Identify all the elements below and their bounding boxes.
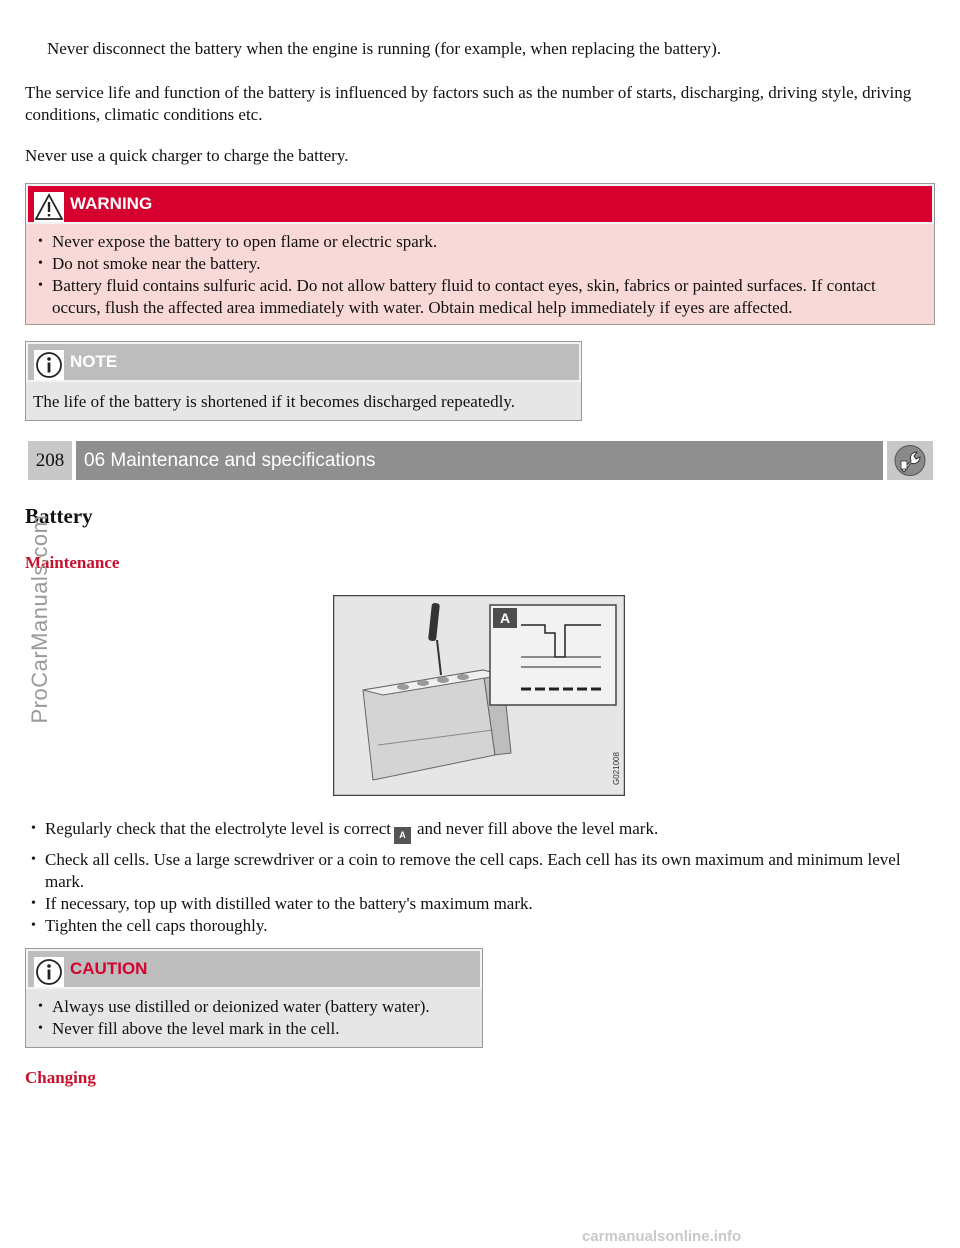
maintenance-item: • Regularly check that the electrolyte level is correct A and never fill above the level mark. <box>25 818 925 844</box>
battery-illustration <box>333 595 625 796</box>
warning-list <box>32 231 928 319</box>
warning-header <box>26 184 934 224</box>
caution-item: • Always use distilled or deionized water (battery water). <box>32 996 478 1018</box>
section-subtitle: Maintenance <box>25 553 120 572</box>
footer-watermark: carmanualsonline.info <box>582 1228 742 1245</box>
maintenance-item: • Check all cells. Use a large screwdriver or a coin to remove the cell caps. Each cell has its own maximum and minimum level mark. <box>25 849 925 893</box>
caution-box <box>25 948 483 1048</box>
intro-line-3: Never use a quick charger to charge the battery. <box>25 146 349 165</box>
figure-code: G021008 <box>612 752 621 785</box>
warning-item: • Battery fluid contains sulfuric acid. Do not allow battery fluid to contact eyes, skin, fabrics or painted surfaces. If contact occurs, flush the affected area immediately with water. Obtain medical help immediately if eyes are affected. <box>32 275 928 319</box>
caution-list <box>32 996 478 1040</box>
wrench-icon <box>887 441 933 480</box>
maintenance-item: • Tighten the cell caps thoroughly. <box>25 915 925 937</box>
note-header <box>26 342 581 382</box>
chapter-icon-cell <box>887 441 933 480</box>
warning-item: • Never expose the battery to open flame or electric spark. <box>32 231 928 253</box>
intro-line-2: The service life and function of the battery is influenced by factors such as the number of starts, discharging, driving style, driving conditions, climatic conditions etc. <box>25 83 912 124</box>
page-number: 208 <box>28 441 72 480</box>
intro-line-1: Never disconnect the battery when the engine is running (for example, when replacing the battery). <box>47 39 722 58</box>
chapter-title: 06 Maintenance and specifications <box>76 441 883 480</box>
warning-item: • Do not smoke near the battery. <box>32 253 928 275</box>
changing-heading: Changing <box>25 1068 96 1087</box>
warning-title: WARNING <box>70 194 153 213</box>
info-icon <box>34 350 64 380</box>
chapter-header <box>28 441 933 480</box>
note-text: The life of the battery is shortened if it becomes discharged repeatedly. <box>33 392 515 411</box>
caution-title: CAUTION <box>70 959 148 978</box>
inset-label: A <box>499 610 511 626</box>
note-box <box>25 341 582 421</box>
caution-header <box>26 949 482 989</box>
caution-item: • Never fill above the level mark in the cell. <box>32 1018 478 1040</box>
note-title: NOTE <box>70 352 118 371</box>
info-icon <box>34 957 64 987</box>
section-title: Battery <box>25 504 93 528</box>
inset-a-icon: A <box>394 827 411 844</box>
maintenance-item: • If necessary, top up with distilled water to the battery's maximum mark. <box>25 893 925 915</box>
maintenance-list <box>25 818 925 937</box>
side-watermark: ProCarManuals.com <box>27 514 52 724</box>
warning-box <box>25 183 935 325</box>
warning-triangle-icon <box>34 192 64 222</box>
